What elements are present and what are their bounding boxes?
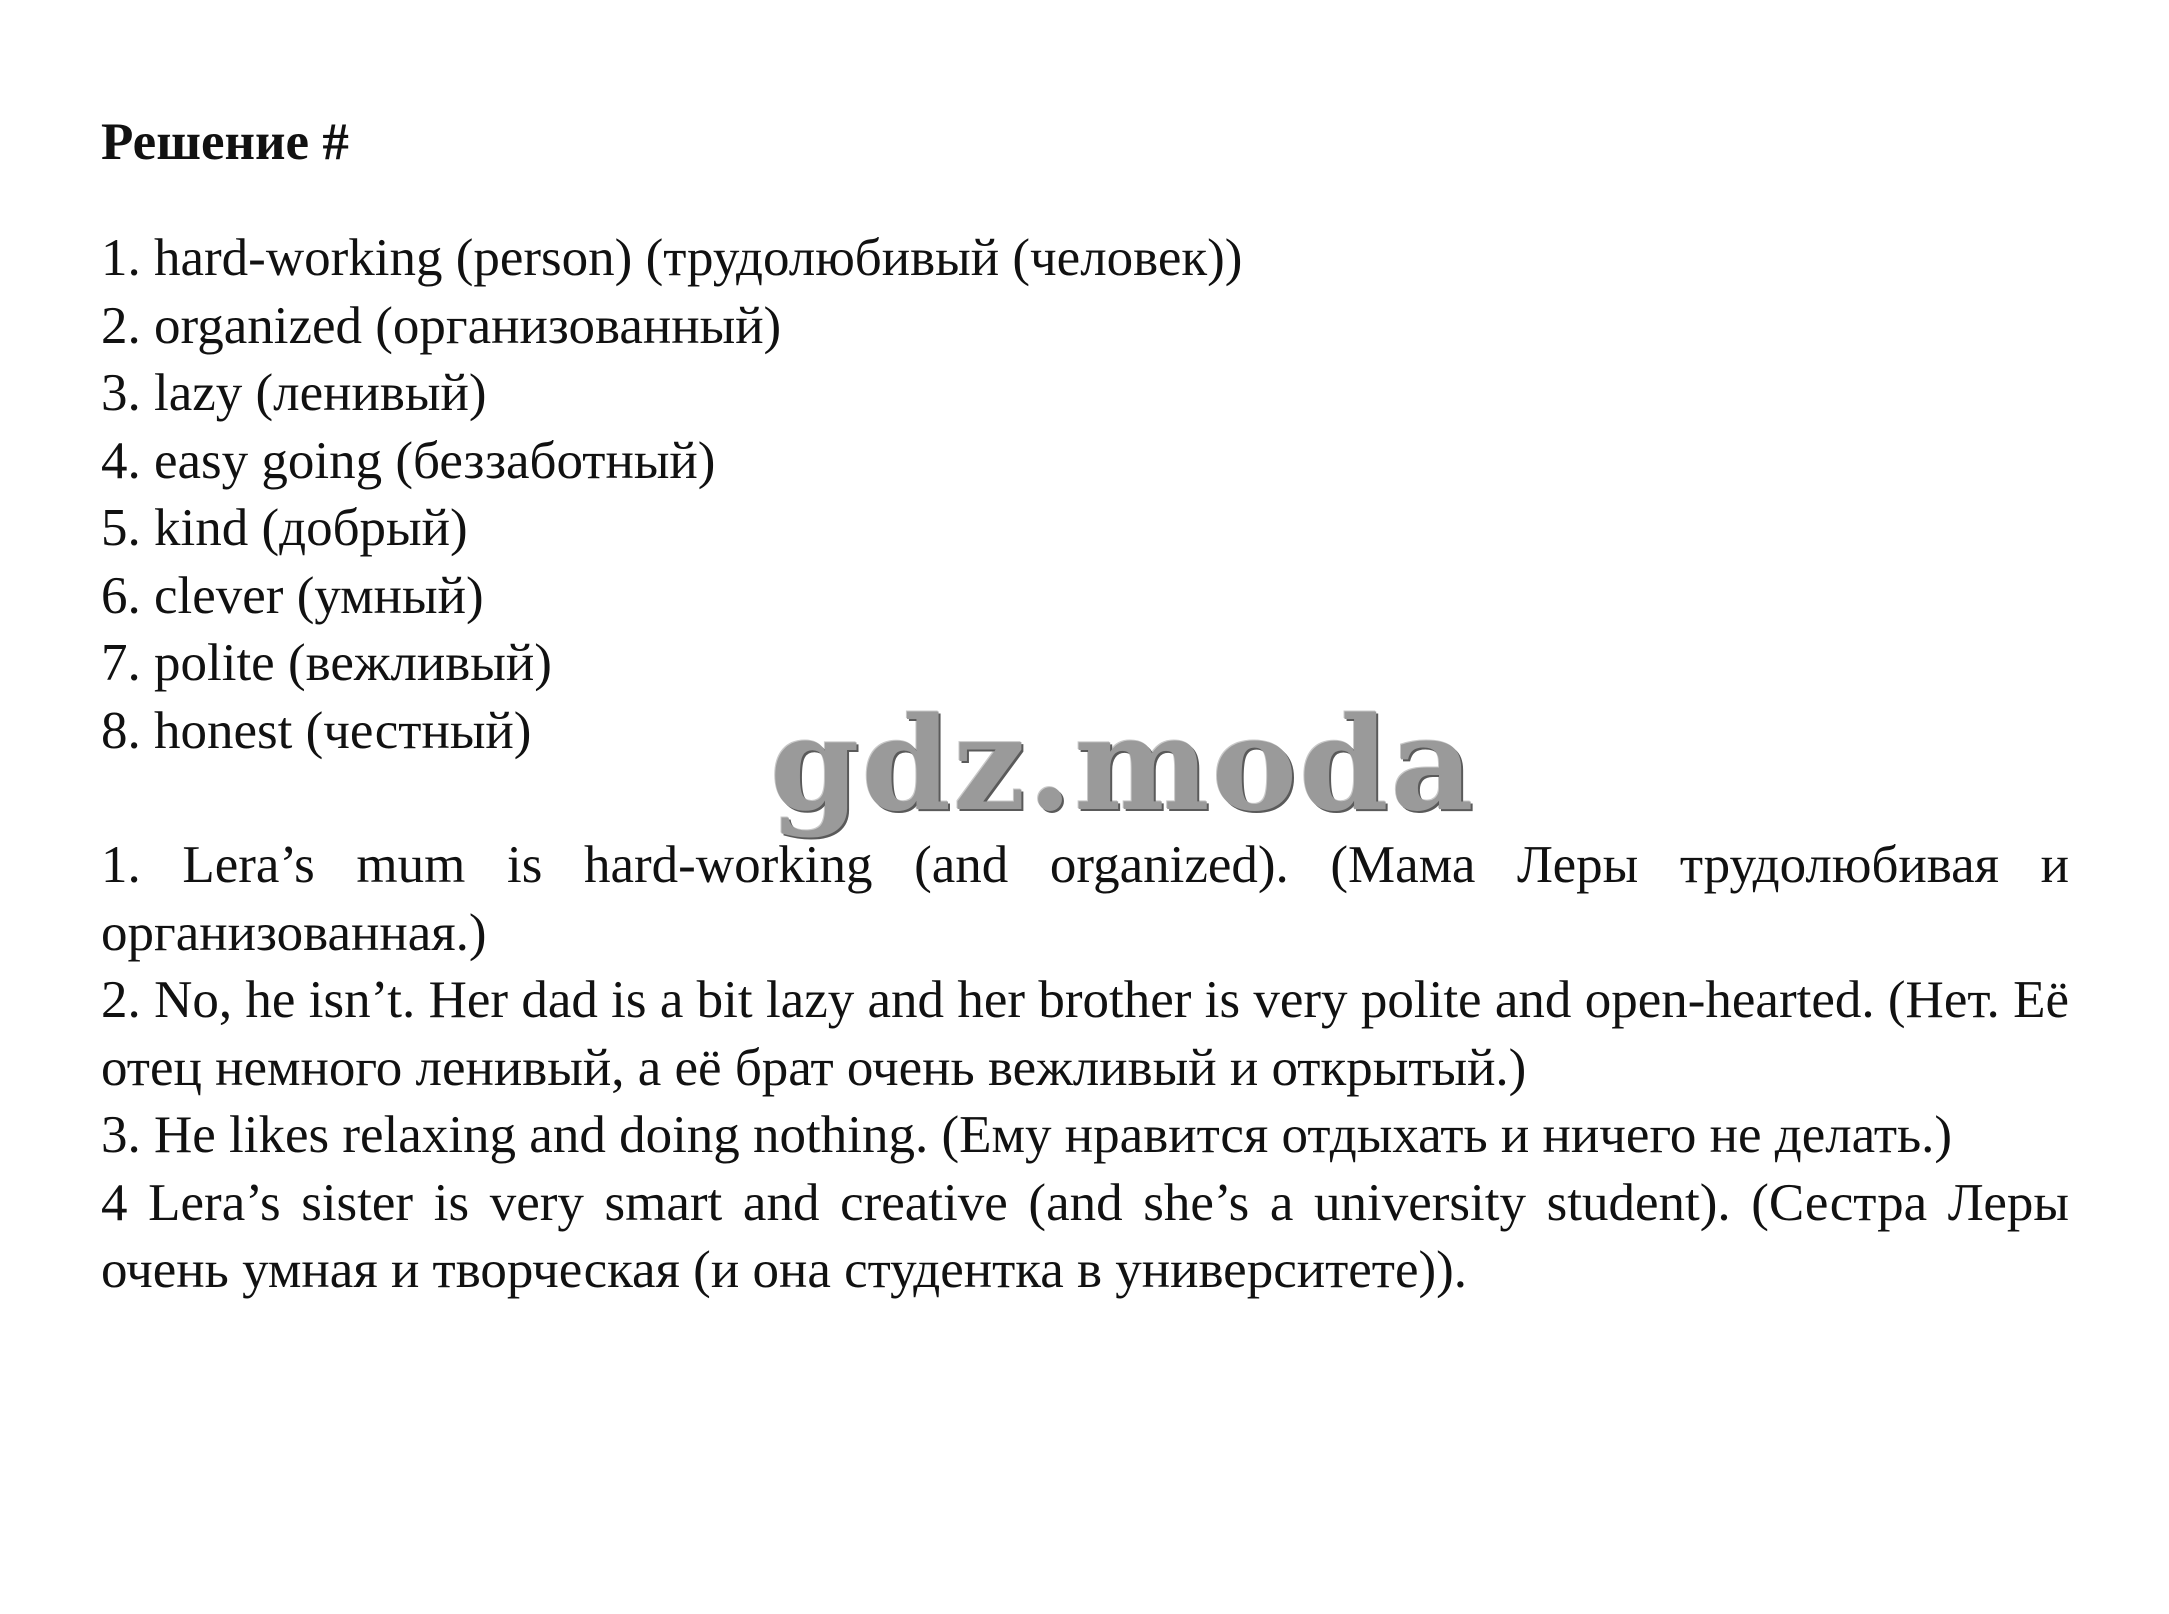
watermark-logo: gdz.moda [770, 690, 1476, 840]
vocabulary-list [101, 225, 1242, 765]
vocabulary-item: 7. polite (вежливый) [101, 634, 552, 692]
solution-heading: Решение # [101, 113, 349, 171]
vocabulary-item: 8. honest (честный) [101, 701, 532, 760]
vocabulary-item: 3. lazy (ленивый) [101, 364, 487, 422]
answers-section [101, 832, 2069, 1305]
vocabulary-item: 1. hard-working (person) (трудолюбивый (человек)) [101, 229, 1243, 287]
vocabulary-item: 6. clever (умный) [101, 566, 484, 625]
answer-paragraph: 2. No, he isn’t. Her dad is a bit lazy and her brother is very polite and open-hearted. (Нет. Её отец немного ленивый, а её брат очень вежливый и открытый.) [101, 971, 2069, 1097]
answer-paragraph: 1. Lera’s mum is hard-working (and organized). (Мама Леры трудолюбивая и организованная.) [101, 836, 2069, 962]
answer-paragraph: 4 Lera’s sister is very smart and creative (and she’s a university student). (Сестра Леры очень умная и творческая (и она студентка в университете)). [101, 1173, 2069, 1299]
vocabulary-item: 5. kind (добрый) [101, 499, 468, 557]
answer-paragraph: 3. He likes relaxing and doing nothing. (Ему нравится отдыхать и ничего не делать.) [101, 1106, 1953, 1164]
vocabulary-item: 2. organized (организованный) [101, 296, 782, 355]
vocabulary-item: 4. easy going (беззаботный) [101, 431, 716, 490]
